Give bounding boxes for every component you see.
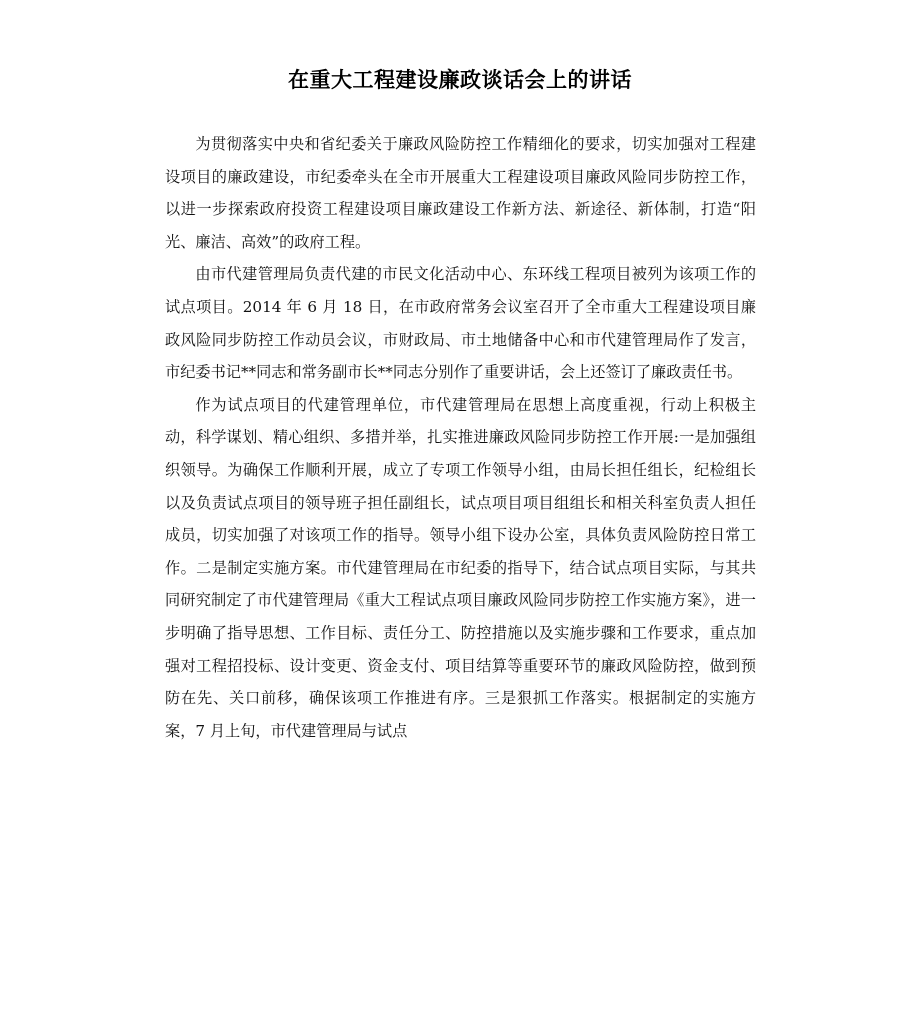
paragraph-3: 作为试点项目的代建管理单位，市代建管理局在思想上高度重视，行动上积极主动，科学谋划、精心组织、多措并举，扎实推进廉政风险同步防控工作开展:一是加强组织领导。为确保工作顺利开展，成立了专项工作领导小组，由局长担任组长，纪检组长以及负责试点项目的领导班子担任副组长，试点项目项目组组长和相关科室负责人担任成员，切实加强了对该项工作的指导。领导小组下设办公室，具体负责风险防控日常工作。二是制定实施方案。市代建管理局在市纪委的指导下，结合试点项目实际，与其共同研究制定了市代建管理局《重大工程试点项目廉政风险同步防控工作实施方案》，进一步明确了指导思想、工作目标、责任分工、防控措施以及实施步骤和工作要求，重点加强对工程招投标、设计变更、资金支付、项目结算等重要环节的廉政风险防控，做到预防在先、关口前移，确保该项工作推进有序。三是狠抓工作落实。根据制定的实施方案，7 月上旬，市代建管理局与试点	[165, 395, 756, 740]
paragraph-2: 由市代建管理局负责代建的市民文化活动中心、东环线工程项目被列为该项工作的试点项目。2014 年 6 月 18 日，在市政府常务会议室召开了全市重大工程建设项目廉政风险同步防控工作动员会议，市财政局、市土地储备中心和市代建管理局作了发言，市纪委书记**同志和常务副市长**同志分别作了重要讲话，会上还签订了廉政责任书。	[165, 265, 756, 382]
document-title: 在重大工程建设廉政谈话会上的讲话	[288, 68, 632, 92]
document-body	[165, 128, 756, 747]
paragraph-1: 为贯彻落实中央和省纪委关于廉政风险防控工作精细化的要求，切实加强对工程建设项目的廉政建设，市纪委牵头在全市开展重大工程建设项目廉政风险同步防控工作，以进一步探索政府投资工程建设项目廉政建设工作新方法、新途径、新体制，打造“阳光、廉洁、高效”的政府工程。	[165, 135, 756, 251]
